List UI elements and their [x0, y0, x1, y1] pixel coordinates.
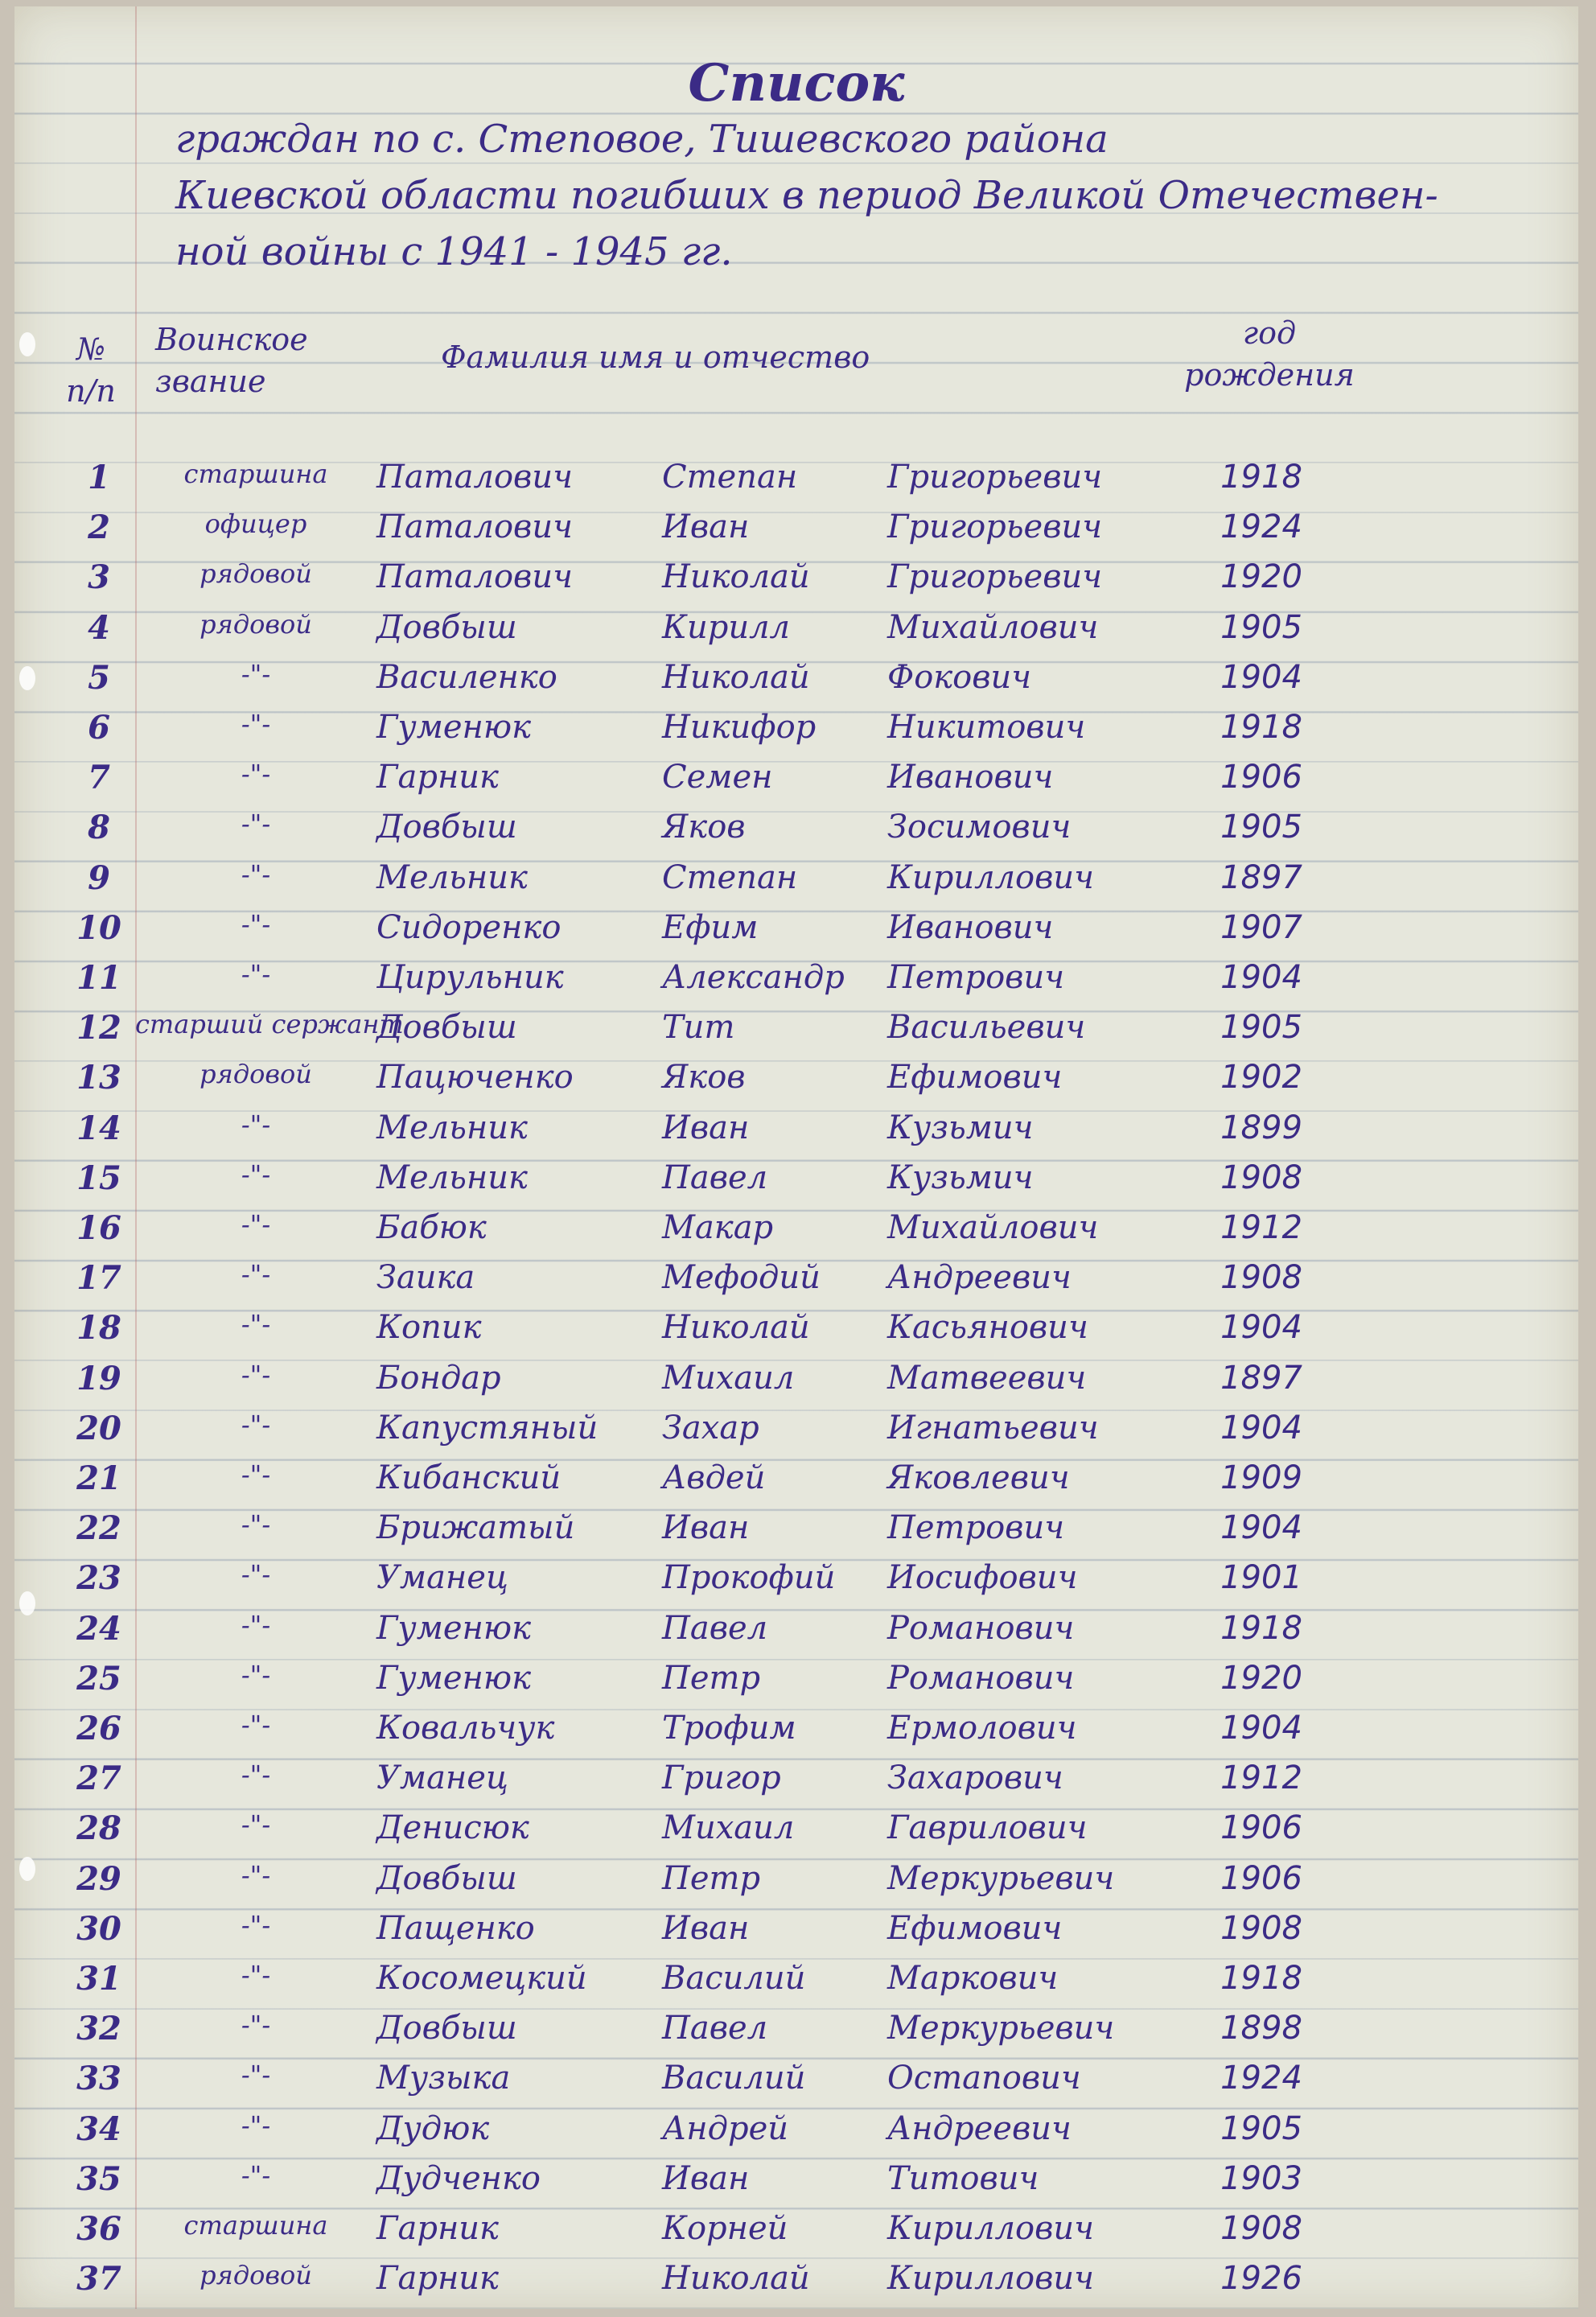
table-row [14, 1209, 1578, 1257]
row-number: 14 [76, 1109, 121, 1147]
row-rank: -"- [241, 2160, 271, 2191]
row-first-name: Александр [662, 959, 845, 996]
row-rank: -"- [241, 909, 271, 940]
row-number: 30 [76, 1910, 121, 1948]
row-patronymic: Гаврилович [887, 1809, 1088, 1846]
row-first-name: Андрей [662, 2110, 789, 2147]
table-row [14, 2010, 1578, 2058]
row-birth-year: 1906 [1220, 1860, 1302, 1897]
row-birth-year: 1918 [1220, 459, 1302, 496]
row-rank: -"- [241, 1860, 271, 1891]
table-row [14, 1660, 1578, 1708]
row-first-name: Михаил [662, 1360, 795, 1397]
row-number: 15 [76, 1159, 121, 1197]
row-rank: старший сержант [135, 1009, 404, 1039]
header-fio: Фамилия имя и отчество [441, 340, 870, 375]
row-patronymic: Ермолович [887, 1710, 1077, 1747]
table-row [14, 1259, 1578, 1307]
row-first-name: Семен [662, 759, 773, 796]
row-surname: Ковальчук [376, 1710, 555, 1747]
row-surname: Капустяный [376, 1410, 598, 1447]
row-first-name: Никифор [662, 709, 817, 746]
row-birth-year: 1918 [1220, 1960, 1302, 1997]
table-row [14, 859, 1578, 907]
row-number: 6 [88, 709, 110, 747]
row-number: 37 [76, 2260, 121, 2298]
row-surname: Бондар [376, 1360, 501, 1397]
row-number: 36 [76, 2210, 121, 2248]
row-birth-year: 1904 [1220, 959, 1302, 996]
table-row [14, 1159, 1578, 1208]
row-patronymic: Кузьмич [887, 1109, 1034, 1146]
table-row [14, 1360, 1578, 1408]
row-first-name: Захар [662, 1410, 759, 1447]
row-number: 22 [76, 1509, 121, 1547]
row-birth-year: 1909 [1220, 1459, 1302, 1496]
row-patronymic: Титович [887, 2160, 1039, 2197]
table-row [14, 609, 1578, 657]
row-patronymic: Никитович [887, 709, 1086, 746]
row-first-name: Авдей [662, 1459, 766, 1496]
row-number: 32 [76, 2010, 121, 2047]
row-rank: -"- [241, 1960, 271, 1990]
row-surname: Косомецкий [376, 1960, 587, 1997]
header-number [47, 328, 135, 412]
row-patronymic: Андреевич [887, 1259, 1072, 1296]
row-number: 11 [76, 959, 121, 997]
table-row [14, 709, 1578, 757]
row-rank: рядовой [200, 609, 312, 640]
row-first-name: Николай [662, 659, 810, 696]
row-rank: -"- [241, 1259, 271, 1290]
header-year [1165, 312, 1374, 396]
row-number: 34 [76, 2110, 121, 2148]
row-patronymic: Кириллович [887, 2210, 1095, 2247]
row-first-name: Михаил [662, 1809, 795, 1846]
row-patronymic: Меркурьевич [887, 2010, 1115, 2047]
row-patronymic: Кириллович [887, 2260, 1095, 2297]
row-first-name: Корней [662, 2210, 788, 2247]
row-patronymic: Григорьевич [887, 459, 1103, 496]
row-rank: -"- [241, 1410, 271, 1440]
row-first-name: Иван [662, 508, 750, 545]
row-number: 18 [76, 1309, 121, 1347]
row-number: 31 [76, 1960, 121, 1998]
row-birth-year: 1926 [1220, 2260, 1302, 2297]
row-birth-year: 1904 [1220, 659, 1302, 696]
table-row [14, 1910, 1578, 1958]
document-page [14, 6, 1578, 2309]
row-number: 17 [76, 1259, 121, 1297]
table-row [14, 1559, 1578, 1607]
row-first-name: Иван [662, 1910, 750, 1947]
row-number: 16 [76, 1209, 121, 1247]
table-row [14, 459, 1578, 507]
header-rank [155, 319, 308, 402]
row-number: 33 [76, 2060, 121, 2097]
row-patronymic: Петрович [887, 959, 1065, 996]
row-rank: -"- [241, 1209, 271, 1240]
row-surname: Довбыш [376, 809, 517, 846]
row-birth-year: 1903 [1220, 2160, 1302, 2197]
row-patronymic: Иосифович [887, 1559, 1078, 1596]
header-rank-line2: звание [155, 364, 266, 399]
header-year-line2: рождения [1184, 357, 1355, 393]
header-rank-line1: Воинское [155, 322, 308, 357]
subtitle-line: Киевской области погибших в период Великой Отечествен- [175, 173, 1438, 218]
table-row [14, 1410, 1578, 1458]
row-rank: -"- [241, 1459, 271, 1490]
row-number: 1 [88, 459, 110, 496]
row-birth-year: 1905 [1220, 609, 1302, 646]
row-patronymic: Касьянович [887, 1309, 1088, 1346]
row-birth-year: 1906 [1220, 759, 1302, 796]
row-patronymic: Иванович [887, 759, 1054, 796]
row-birth-year: 1904 [1220, 1410, 1302, 1447]
row-patronymic: Яковлевич [887, 1459, 1070, 1496]
row-first-name: Мефодий [662, 1259, 821, 1296]
row-number: 10 [76, 909, 121, 947]
table-row [14, 759, 1578, 807]
row-patronymic: Ефимович [887, 1910, 1063, 1947]
row-number: 3 [88, 558, 110, 596]
row-patronymic: Матвеевич [887, 1360, 1087, 1397]
header-year-line1: год [1242, 315, 1297, 351]
row-surname: Дудченко [376, 2160, 541, 2197]
row-rank: -"- [241, 809, 271, 839]
table-row [14, 1309, 1578, 1357]
row-first-name: Николай [662, 2260, 810, 2297]
row-surname: Гарник [376, 759, 499, 796]
row-rank: -"- [241, 2010, 271, 2040]
row-patronymic: Ефимович [887, 1059, 1063, 1096]
row-first-name: Ефим [662, 909, 759, 946]
table-row [14, 1009, 1578, 1057]
row-rank: -"- [241, 1159, 271, 1190]
row-rank: -"- [241, 1559, 271, 1590]
row-first-name: Петр [662, 1860, 761, 1897]
row-patronymic: Маркович [887, 1960, 1059, 1997]
row-rank: -"- [241, 709, 271, 739]
table-row [14, 1759, 1578, 1808]
punch-hole [19, 332, 35, 356]
row-number: 26 [76, 1710, 121, 1747]
header-number-line1: № [76, 331, 105, 367]
row-patronymic: Иванович [887, 909, 1054, 946]
row-rank: -"- [241, 1360, 271, 1390]
row-number: 13 [76, 1059, 121, 1097]
row-surname: Копик [376, 1309, 482, 1346]
row-number: 27 [76, 1759, 121, 1797]
row-first-name: Василий [662, 1960, 806, 1997]
row-patronymic: Романович [887, 1660, 1075, 1697]
row-birth-year: 1905 [1220, 809, 1302, 846]
row-birth-year: 1901 [1220, 1559, 1302, 1596]
row-surname: Гарник [376, 2210, 499, 2247]
row-birth-year: 1898 [1220, 2010, 1302, 2047]
row-number: 9 [88, 859, 110, 897]
row-surname: Заика [376, 1259, 475, 1296]
row-number: 35 [76, 2160, 121, 2198]
row-patronymic: Петрович [887, 1509, 1065, 1546]
row-surname: Пацюченко [376, 1059, 574, 1096]
row-birth-year: 1904 [1220, 1509, 1302, 1546]
row-birth-year: 1904 [1220, 1710, 1302, 1747]
row-birth-year: 1924 [1220, 2060, 1302, 2097]
row-first-name: Павел [662, 1610, 768, 1647]
row-number: 19 [76, 1360, 121, 1397]
row-first-name: Степан [662, 859, 798, 896]
row-number: 20 [76, 1410, 121, 1447]
row-birth-year: 1908 [1220, 1259, 1302, 1296]
row-rank: рядовой [200, 1059, 312, 1089]
row-rank: -"- [241, 1509, 271, 1540]
row-patronymic: Зосимович [887, 809, 1072, 846]
row-birth-year: 1902 [1220, 1059, 1302, 1096]
row-surname: Паталович [376, 508, 573, 545]
row-surname: Довбыш [376, 1860, 517, 1897]
row-rank: -"- [241, 1910, 271, 1940]
row-number: 5 [88, 659, 110, 697]
row-birth-year: 1906 [1220, 1809, 1302, 1846]
row-patronymic: Захарович [887, 1759, 1063, 1796]
row-surname: Довбыш [376, 1009, 517, 1046]
document-title: Список [688, 53, 905, 113]
row-patronymic: Михайлович [887, 1209, 1099, 1246]
row-surname: Гуменюк [376, 1660, 531, 1697]
row-patronymic: Кузьмич [887, 1159, 1034, 1196]
header-number-line2: п/п [66, 373, 116, 409]
table-row [14, 2060, 1578, 2108]
row-surname: Музыка [376, 2060, 511, 2097]
row-surname: Паталович [376, 558, 573, 595]
row-first-name: Николай [662, 1309, 810, 1346]
row-surname: Кибанский [376, 1459, 561, 1496]
row-birth-year: 1912 [1220, 1759, 1302, 1796]
row-number: 12 [76, 1009, 121, 1047]
row-rank: -"- [241, 2060, 271, 2090]
row-surname: Паталович [376, 459, 573, 496]
row-number: 28 [76, 1809, 121, 1847]
row-first-name: Григор [662, 1759, 781, 1796]
row-patronymic: Васильевич [887, 1009, 1086, 1046]
row-surname: Денисюк [376, 1809, 529, 1846]
row-birth-year: 1918 [1220, 1610, 1302, 1647]
row-rank: старшина [183, 459, 328, 489]
row-birth-year: 1912 [1220, 1209, 1302, 1246]
row-first-name: Трофим [662, 1710, 796, 1747]
row-first-name: Николай [662, 558, 810, 595]
table-row [14, 2160, 1578, 2208]
row-patronymic: Остапович [887, 2060, 1081, 2097]
row-number: 29 [76, 1860, 121, 1898]
row-birth-year: 1908 [1220, 1159, 1302, 1196]
row-surname: Уманец [376, 1759, 508, 1796]
row-birth-year: 1918 [1220, 709, 1302, 746]
table-row [14, 659, 1578, 707]
row-first-name: Василий [662, 2060, 806, 2097]
row-first-name: Прокофий [662, 1559, 836, 1596]
row-surname: Мельник [376, 1159, 528, 1196]
row-first-name: Павел [662, 1159, 768, 1196]
subtitle-line: граждан по с. Степовое, Тишевского района [175, 117, 1109, 162]
table-row [14, 959, 1578, 1007]
row-birth-year: 1897 [1220, 859, 1302, 896]
table-row [14, 1610, 1578, 1658]
row-first-name: Иван [662, 1109, 750, 1146]
row-patronymic: Андреевич [887, 2110, 1072, 2147]
row-rank: старшина [183, 2210, 328, 2241]
table-row [14, 1459, 1578, 1508]
row-surname: Пащенко [376, 1910, 535, 1947]
table-row [14, 1960, 1578, 2008]
row-birth-year: 1904 [1220, 1309, 1302, 1346]
row-birth-year: 1905 [1220, 1009, 1302, 1046]
row-rank: -"- [241, 1660, 271, 1690]
table-row [14, 1809, 1578, 1858]
row-surname: Сидоренко [376, 909, 561, 946]
row-surname: Уманец [376, 1559, 508, 1596]
row-birth-year: 1908 [1220, 1910, 1302, 1947]
row-rank: -"- [241, 1109, 271, 1140]
row-surname: Гуменюк [376, 1610, 531, 1647]
row-rank: -"- [241, 1809, 271, 1840]
row-rank: рядовой [200, 558, 312, 589]
table-row [14, 909, 1578, 957]
row-surname: Гарник [376, 2260, 499, 2297]
row-surname: Цирульник [376, 959, 564, 996]
row-surname: Довбыш [376, 609, 517, 646]
table-row [14, 1059, 1578, 1107]
document-subtitle [175, 111, 1543, 280]
row-first-name: Яков [662, 809, 746, 846]
row-surname: Довбыш [376, 2010, 517, 2047]
row-birth-year: 1908 [1220, 2210, 1302, 2247]
row-birth-year: 1920 [1220, 1660, 1302, 1697]
row-first-name: Степан [662, 459, 798, 496]
table-row [14, 2210, 1578, 2258]
row-rank: -"- [241, 2110, 271, 2141]
row-birth-year: 1924 [1220, 508, 1302, 545]
row-first-name: Павел [662, 2010, 768, 2047]
row-rank: офицер [204, 508, 307, 539]
row-rank: -"- [241, 1759, 271, 1790]
row-rank: рядовой [200, 2260, 312, 2290]
table-row [14, 1710, 1578, 1758]
row-surname: Мельник [376, 859, 528, 896]
row-first-name: Петр [662, 1660, 761, 1697]
row-first-name: Кирилл [662, 609, 791, 646]
row-birth-year: 1905 [1220, 2110, 1302, 2147]
row-number: 2 [88, 508, 110, 546]
row-surname: Гуменюк [376, 709, 531, 746]
row-patronymic: Игнатьевич [887, 1410, 1099, 1447]
row-birth-year: 1907 [1220, 909, 1302, 946]
table-row [14, 1109, 1578, 1158]
table-row [14, 2110, 1578, 2159]
row-rank: -"- [241, 759, 271, 789]
row-surname: Дудюк [376, 2110, 490, 2147]
row-rank: -"- [241, 959, 271, 990]
row-surname: Василенко [376, 659, 557, 696]
row-birth-year: 1897 [1220, 1360, 1302, 1397]
row-rank: -"- [241, 1309, 271, 1340]
row-birth-year: 1920 [1220, 558, 1302, 595]
row-first-name: Тит [662, 1009, 735, 1046]
row-patronymic: Григорьевич [887, 558, 1103, 595]
table-row [14, 508, 1578, 557]
row-patronymic: Фокович [887, 659, 1032, 696]
row-surname: Мельник [376, 1109, 528, 1146]
table-row [14, 809, 1578, 857]
row-first-name: Макар [662, 1209, 774, 1246]
row-number: 23 [76, 1559, 121, 1597]
row-surname: Бабюк [376, 1209, 487, 1246]
row-number: 25 [76, 1660, 121, 1698]
row-first-name: Иван [662, 2160, 750, 2197]
row-patronymic: Романович [887, 1610, 1075, 1647]
table-row [14, 1509, 1578, 1558]
subtitle-line: ной войны с 1941 - 1945 гг. [175, 229, 733, 274]
row-number: 8 [88, 809, 110, 846]
table-row [14, 2260, 1578, 2308]
row-number: 7 [88, 759, 110, 796]
row-patronymic: Кириллович [887, 859, 1095, 896]
row-number: 21 [76, 1459, 121, 1497]
row-first-name: Иван [662, 1509, 750, 1546]
row-rank: -"- [241, 859, 271, 890]
table-row [14, 558, 1578, 607]
row-surname: Брижатый [376, 1509, 575, 1546]
row-patronymic: Михайлович [887, 609, 1099, 646]
row-first-name: Яков [662, 1059, 746, 1096]
row-rank: -"- [241, 1610, 271, 1640]
row-rank: -"- [241, 659, 271, 689]
row-rank: -"- [241, 1710, 271, 1740]
row-number: 24 [76, 1610, 121, 1648]
row-birth-year: 1899 [1220, 1109, 1302, 1146]
row-number: 4 [88, 609, 110, 647]
row-patronymic: Григорьевич [887, 508, 1103, 545]
table-row [14, 1860, 1578, 1908]
row-patronymic: Меркурьевич [887, 1860, 1115, 1897]
